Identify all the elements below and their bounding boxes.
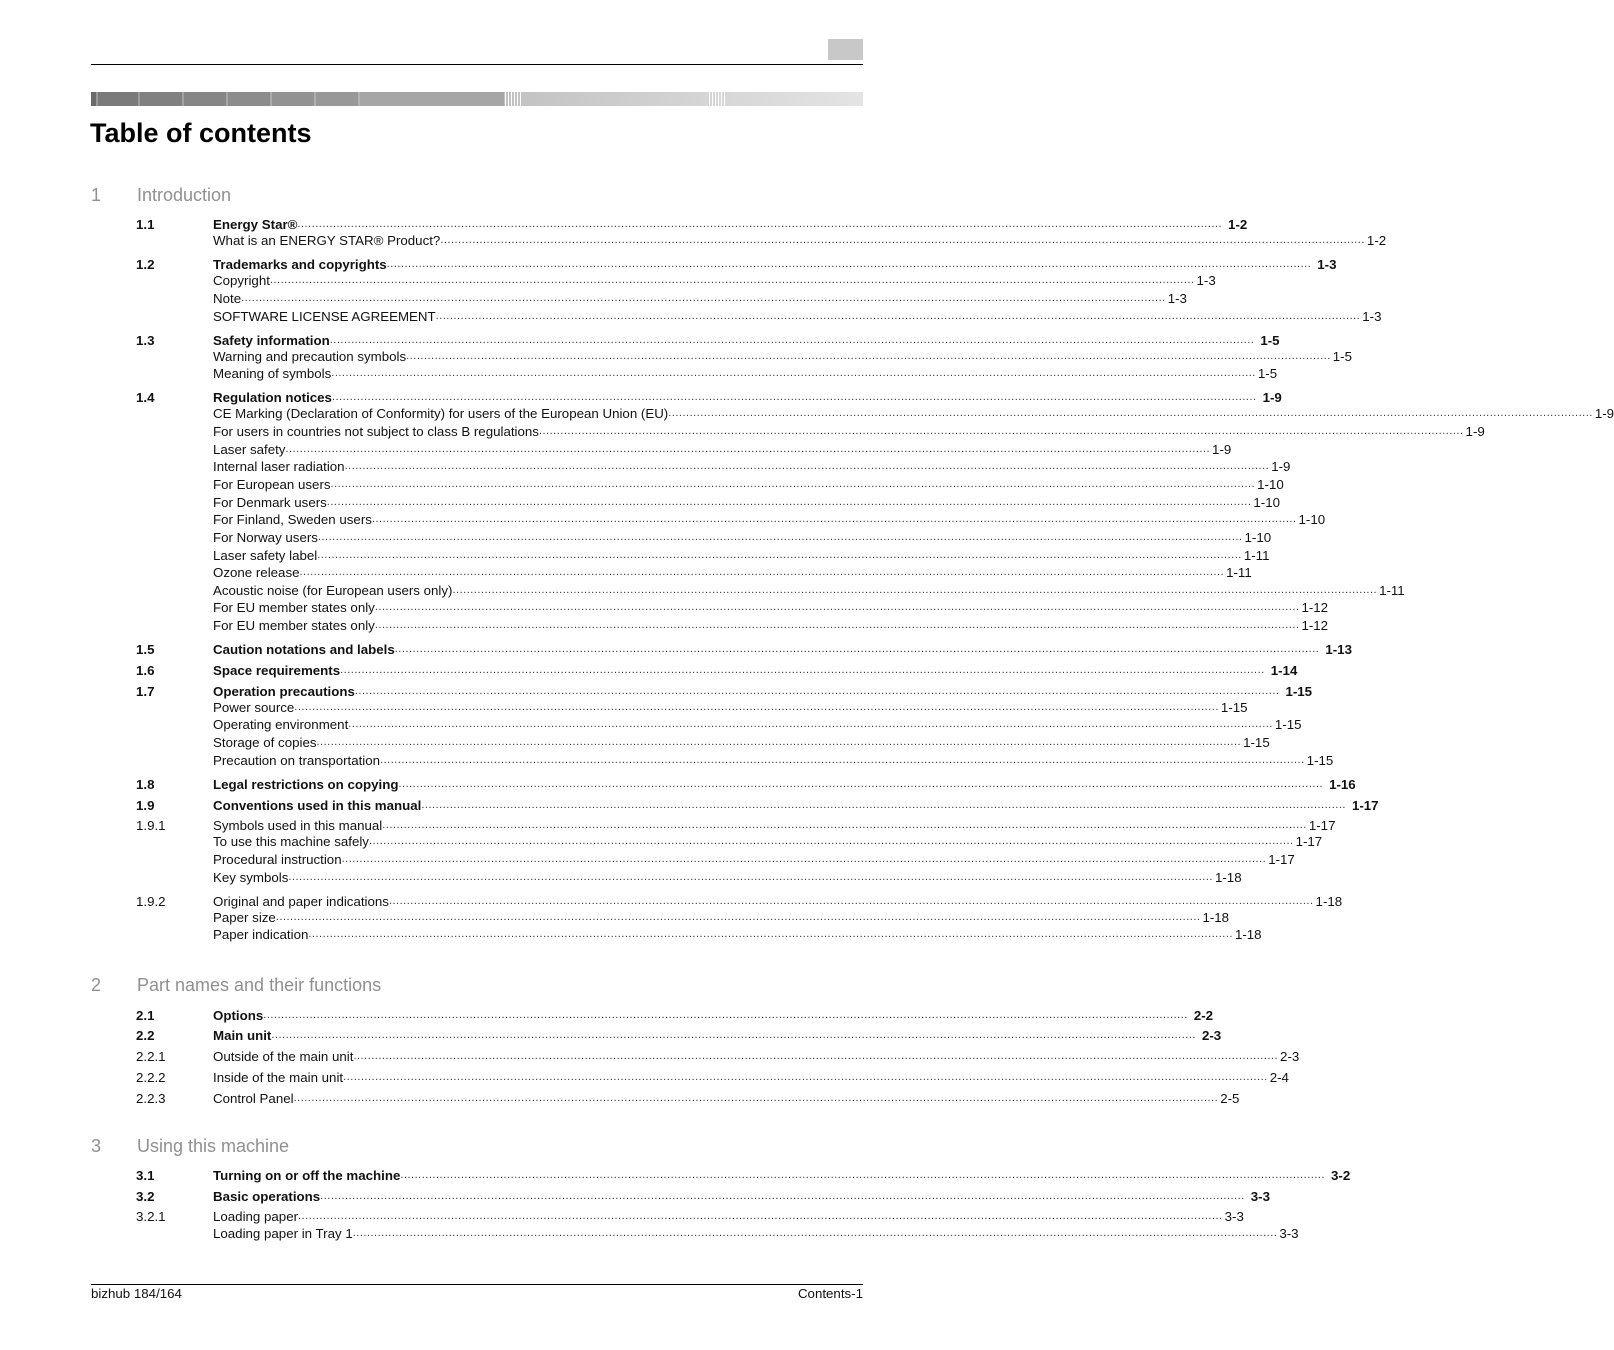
toc-dot-leader: ....................................................................................................................................................................................................................................................................: [440, 234, 1365, 246]
toc-entry-label: Storage of copies: [213, 735, 317, 750]
toc-entry-line: [213, 476, 1284, 493]
toc-entry-number: 3.1: [136, 1168, 155, 1183]
toc-entry-line: [213, 441, 1232, 458]
toc-entry-page: 1-5: [1257, 366, 1278, 381]
toc-entry-label: Turning on or off the machine: [213, 1168, 401, 1183]
toc-entry-page: 1-9: [1594, 406, 1614, 421]
toc-entry[interactable]: [136, 308, 1382, 325]
toc-entry[interactable]: [136, 1090, 1240, 1107]
toc-entry-line: [213, 547, 1270, 564]
toc-entry-label: Space requirements: [213, 663, 341, 678]
toc-entry-line: [213, 1225, 1299, 1242]
toc-dot-leader: ....................................................................................................................................................................................................................................................................: [382, 819, 1307, 831]
toc-entry-label: Ozone release: [213, 565, 300, 580]
toc-entry-label: For EU member states only: [213, 618, 375, 633]
toc-entry-page: 1-11: [1379, 583, 1405, 598]
toc-entry-page: 1-15: [1285, 684, 1313, 699]
toc-entry-line: [213, 1090, 1240, 1107]
toc-entry-line: [213, 332, 1280, 349]
toc-dot-leader: ....................................................................................................................................................................................................................................................................: [308, 928, 1233, 940]
toc-entry-page: 1-10: [1253, 495, 1281, 510]
toc-entry-page: 1-18: [1234, 927, 1262, 942]
toc-entry-number: 1.1: [136, 217, 155, 232]
chapter-title: Introduction: [137, 185, 232, 205]
toc-entry-label: Paper indication: [213, 927, 309, 942]
toc-entry-label: Note: [213, 291, 242, 306]
toc-entry[interactable]: [136, 272, 1216, 289]
header-tab: [828, 39, 863, 60]
toc-dot-leader: ....................................................................................................................................................................................................................................................................: [348, 718, 1273, 730]
toc-entry-number: 1.3: [136, 333, 155, 348]
toc-dot-leader: ....................................................................................................................................................................................................................................................................: [380, 754, 1305, 766]
toc-dot-leader: ....................................................................................................................................................................................................................................................................: [275, 911, 1201, 923]
toc-dot-leader: ....................................................................................................................................................................................................................................................................: [386, 258, 1312, 270]
toc-dot-leader: ....................................................................................................................................................................................................................................................................: [331, 391, 1257, 403]
toc-dot-leader: ....................................................................................................................................................................................................................................................................: [538, 425, 1464, 437]
toc-dot-leader: ....................................................................................................................................................................................................................................................................: [317, 549, 1242, 561]
toc-entry-line: [213, 256, 1337, 273]
toc-dot-leader: ....................................................................................................................................................................................................................................................................: [263, 1009, 1188, 1021]
toc-entry-number: 1.5: [136, 642, 155, 657]
toc-entry-label: Power source: [213, 700, 295, 715]
toc-entry-line: [213, 529, 1272, 546]
toc-entry[interactable]: [136, 1208, 1244, 1225]
toc-entry-line: [213, 1007, 1214, 1024]
toc-entry-label: Meaning of symbols: [213, 366, 332, 381]
toc-entry-page: 1-9: [1212, 442, 1232, 457]
toc-entry-line: [213, 405, 1614, 422]
toc-entry-line: [213, 1048, 1300, 1065]
toc-dot-leader: ....................................................................................................................................................................................................................................................................: [330, 478, 1256, 490]
toc-entry-page: 2-3: [1280, 1049, 1300, 1064]
toc-entry-line: [213, 1027, 1222, 1044]
toc-entry-line: [213, 564, 1252, 581]
toc-entry-line: [213, 699, 1248, 716]
toc-entry-page: 3-2: [1331, 1168, 1351, 1183]
toc-entry-label: Options: [213, 1008, 264, 1023]
toc-dot-leader: ....................................................................................................................................................................................................................................................................: [341, 853, 1267, 865]
toc-dot-leader: ....................................................................................................................................................................................................................................................................: [668, 407, 1593, 419]
toc-entry-number: 1.2: [136, 257, 155, 272]
toc-entry-label: Paper size: [213, 910, 276, 925]
toc-dot-leader: ....................................................................................................................................................................................................................................................................: [368, 835, 1294, 847]
toc-entry[interactable]: [136, 564, 1252, 581]
toc-entry-line: [213, 1188, 1270, 1205]
toc-entry[interactable]: [136, 582, 1405, 599]
toc-entry-line: [213, 797, 1379, 814]
toc-entry-page: 1-16: [1329, 777, 1356, 792]
page-title: Table of contents: [90, 118, 312, 148]
toc-entry-label: Safety information: [213, 333, 330, 348]
toc-dot-leader: ....................................................................................................................................................................................................................................................................: [326, 496, 1252, 508]
toc-dot-leader: ....................................................................................................................................................................................................................................................................: [293, 1092, 1219, 1104]
toc-entry-line: [213, 1208, 1244, 1225]
toc-entry-number: 1.8: [136, 777, 155, 792]
footer-model: bizhub 184/164: [91, 1286, 182, 1301]
toc-entry-label: What is an ENERGY STAR® Product?: [213, 233, 441, 248]
toc-entry-page: 1-10: [1298, 512, 1326, 527]
toc-entry-page: 1-11: [1243, 548, 1270, 563]
toc-entry-page: 3-3: [1224, 1209, 1244, 1224]
toc-dot-leader: ....................................................................................................................................................................................................................................................................: [374, 601, 1300, 613]
toc-entry-number: 3.2.1: [136, 1209, 166, 1224]
toc-entry-page: 1-9: [1271, 459, 1291, 474]
toc-entry-line: [213, 389, 1282, 406]
toc-entry-line: [213, 734, 1270, 751]
toc-entry-label: Procedural instruction: [213, 852, 342, 867]
toc-entry-line: [213, 752, 1334, 769]
toc-entry-page: 1-17: [1268, 852, 1295, 867]
toc-entry-page: 1-17: [1308, 818, 1336, 833]
toc-entry-label: CE Marking (Declaration of Conformity) for users of the European Union (EU): [213, 406, 669, 421]
toc-dot-leader: ....................................................................................................................................................................................................................................................................: [388, 895, 1314, 907]
toc-entry-page: 1-15: [1274, 717, 1302, 732]
toc-entry-page: 2-5: [1220, 1091, 1240, 1106]
footer-page-number: Contents-1: [797, 1286, 863, 1301]
toc-entry-line: [213, 869, 1242, 886]
toc-entry-line: [213, 232, 1387, 249]
toc-entry-label: Caution notations and labels: [213, 642, 395, 657]
toc-dot-leader: ....................................................................................................................................................................................................................................................................: [398, 778, 1324, 790]
toc-entry-line: [213, 348, 1352, 365]
toc-entry[interactable]: [136, 389, 1282, 406]
toc-entry-label: Original and paper indications: [213, 894, 389, 909]
decorative-banner: [91, 92, 863, 106]
toc-entry-line: [213, 290, 1187, 307]
toc-entry-page: 1-10: [1244, 530, 1272, 545]
toc-entry-line: [213, 641, 1352, 658]
toc-entry-line: [213, 1069, 1289, 1086]
toc-entry[interactable]: [136, 348, 1352, 365]
toc-entry-line: [213, 893, 1343, 910]
toc-entry[interactable]: [136, 458, 1291, 475]
chapter-number: 2: [91, 975, 102, 995]
toc-entry-line: [213, 716, 1302, 733]
toc-entry-line: [213, 617, 1329, 634]
toc-entry-number: 2.1: [136, 1008, 155, 1023]
toc-entry-label: Inside of the main unit: [213, 1070, 344, 1085]
toc-entry[interactable]: [136, 926, 1262, 943]
toc-entry-page: 1-17: [1351, 798, 1379, 813]
toc-entry-line: [213, 851, 1295, 868]
toc-entry-label: To use this machine safely: [213, 834, 369, 849]
toc-entry-label: For Finland, Sweden users: [213, 512, 372, 527]
toc-entry-label: Loading paper in Tray 1: [213, 1226, 353, 1241]
toc-entry-label: Control Panel: [213, 1091, 294, 1106]
toc-entry-line: [213, 458, 1291, 475]
toc-entry-page: 1-13: [1325, 642, 1352, 657]
toc-entry-page: 1-12: [1301, 618, 1329, 633]
toc-entry-page: 1-3: [1362, 309, 1382, 324]
toc-entry-line: [213, 599, 1329, 616]
toc-entry-label: Operation precautions: [213, 684, 355, 699]
toc-entry-line: [213, 926, 1262, 943]
toc-entry-line: [213, 909, 1230, 926]
chapter-number: 1: [91, 185, 102, 205]
toc-entry[interactable]: [136, 716, 1302, 733]
toc-entry[interactable]: [136, 216, 1248, 233]
toc-entry-page: 2-3: [1201, 1028, 1222, 1043]
header-rule: [91, 64, 863, 65]
toc-entry-page: 1-5: [1260, 333, 1280, 348]
toc-entry[interactable]: [136, 817, 1336, 834]
toc-dot-leader: ....................................................................................................................................................................................................................................................................: [320, 1190, 1245, 1202]
toc-entry-page: 1-15: [1220, 700, 1248, 715]
toc-dot-leader: ....................................................................................................................................................................................................................................................................: [297, 218, 1223, 230]
toc-entry-label: Main unit: [213, 1028, 272, 1043]
toc-entry[interactable]: [136, 511, 1326, 528]
toc-entry-label: For Denmark users: [213, 495, 327, 510]
toc-entry-line: [213, 1167, 1351, 1184]
toc-entry-label: Laser safety: [213, 442, 286, 457]
toc-dot-leader: ....................................................................................................................................................................................................................................................................: [340, 664, 1265, 676]
toc-entry-label: Legal restrictions on copying: [213, 777, 399, 792]
toc-entry-line: [213, 308, 1382, 325]
toc-dot-leader: ....................................................................................................................................................................................................................................................................: [435, 310, 1361, 322]
toc-entry-label: Loading paper: [213, 1209, 299, 1224]
toc-entry-number: 1.9: [136, 798, 155, 813]
toc-entry-line: [213, 365, 1278, 382]
toc-entry-page: 2-2: [1193, 1008, 1214, 1023]
toc-entry[interactable]: [136, 365, 1278, 382]
toc-entry-page: 1-3: [1196, 273, 1216, 288]
toc-entry[interactable]: [136, 617, 1329, 634]
toc-entry[interactable]: [136, 869, 1242, 886]
toc-entry-line: [213, 776, 1356, 793]
toc-entry-line: [213, 423, 1485, 440]
toc-entry-label: For EU member states only: [213, 600, 375, 615]
toc-dot-leader: ....................................................................................................................................................................................................................................................................: [406, 350, 1331, 362]
toc-entry-label: For users in countries not subject to class B regulations: [213, 424, 539, 439]
toc-entry[interactable]: [136, 752, 1334, 769]
toc-entry-line: [213, 833, 1323, 850]
footer-rule: [91, 1284, 863, 1285]
toc-entry-line: [213, 216, 1248, 233]
toc-entry-label: Laser safety label: [213, 548, 318, 563]
toc-entry[interactable]: [136, 1069, 1289, 1086]
toc-entry-page: 1-18: [1214, 870, 1242, 885]
toc-entry[interactable]: [136, 1027, 1222, 1044]
toc-dot-leader: ....................................................................................................................................................................................................................................................................: [344, 460, 1270, 472]
toc-entry-page: 1-2: [1228, 217, 1248, 232]
toc-entry[interactable]: [136, 893, 1343, 910]
toc-entry-label: Precaution on transportation: [213, 753, 381, 768]
toc-entry-number: 2.2.3: [136, 1091, 166, 1106]
chapter-title: Using this machine: [137, 1136, 290, 1156]
toc-entry-page: 3-3: [1279, 1226, 1299, 1241]
toc-entry[interactable]: [136, 1225, 1299, 1242]
toc-entry[interactable]: [136, 1048, 1300, 1065]
toc-entry[interactable]: [136, 833, 1323, 850]
toc-entry[interactable]: [136, 290, 1187, 307]
toc-entry-label: Internal laser radiation: [213, 459, 345, 474]
toc-entry-label: Energy Star®: [213, 217, 298, 232]
toc-entry-number: 2.2.2: [136, 1070, 166, 1085]
toc-entry-line: [213, 817, 1336, 834]
toc-entry[interactable]: [136, 494, 1281, 511]
toc-entry-label: Trademarks and copyrights: [213, 257, 387, 272]
toc-entry[interactable]: [136, 547, 1270, 564]
toc-entry[interactable]: [136, 683, 1313, 700]
toc-dot-leader: ....................................................................................................................................................................................................................................................................: [343, 1071, 1268, 1083]
toc-entry-number: 3.2: [136, 1189, 155, 1204]
toc-entry[interactable]: [136, 476, 1284, 493]
toc-dot-leader: ....................................................................................................................................................................................................................................................................: [331, 367, 1256, 379]
toc-entry-line: [213, 272, 1216, 289]
toc-entry-number: 1.6: [136, 663, 155, 678]
toc-entry[interactable]: [136, 662, 1298, 679]
toc-entry-number: 1.9.2: [136, 894, 166, 909]
toc-entry-line: [213, 683, 1313, 700]
toc-entry[interactable]: [136, 909, 1230, 926]
toc-entry[interactable]: [136, 641, 1352, 658]
toc-entry-page: 1-18: [1202, 910, 1230, 925]
toc-entry-page: 1-14: [1270, 663, 1298, 678]
toc-entry[interactable]: [136, 776, 1356, 793]
toc-entry-page: 3-3: [1250, 1189, 1270, 1204]
toc-entry-page: 1-12: [1301, 600, 1329, 615]
toc-dot-leader: ....................................................................................................................................................................................................................................................................: [288, 871, 1213, 883]
toc-dot-leader: ....................................................................................................................................................................................................................................................................: [353, 1050, 1279, 1062]
toc-entry-label: Acoustic noise (for European users only): [213, 583, 453, 598]
toc-dot-leader: ....................................................................................................................................................................................................................................................................: [354, 685, 1280, 697]
toc-dot-leader: ....................................................................................................................................................................................................................................................................: [317, 531, 1243, 543]
toc-entry-label: Regulation notices: [213, 390, 332, 405]
toc-dot-leader: ....................................................................................................................................................................................................................................................................: [241, 292, 1166, 304]
toc-dot-leader: ....................................................................................................................................................................................................................................................................: [298, 1210, 1223, 1222]
toc-entry-line: [213, 662, 1298, 679]
toc-entry-number: 1.7: [136, 684, 155, 699]
toc-dot-leader: ....................................................................................................................................................................................................................................................................: [271, 1029, 1196, 1041]
toc-entry-number: 1.4: [136, 390, 155, 405]
toc-entry-page: 1-15: [1243, 735, 1270, 750]
toc-dot-leader: ....................................................................................................................................................................................................................................................................: [374, 619, 1300, 631]
toc-entry[interactable]: [136, 232, 1387, 249]
toc-dot-leader: ....................................................................................................................................................................................................................................................................: [400, 1169, 1325, 1181]
toc-entry-label: For Norway users: [213, 530, 318, 545]
chapter-number: 3: [91, 1136, 102, 1156]
toc-dot-leader: ....................................................................................................................................................................................................................................................................: [299, 566, 1225, 578]
toc-entry[interactable]: [136, 699, 1248, 716]
toc-entry-page: 1-9: [1465, 424, 1485, 439]
toc-entry[interactable]: [136, 332, 1280, 349]
toc-entry-page: 1-9: [1262, 390, 1282, 405]
toc-entry-label: Conventions used in this manual: [213, 798, 422, 813]
toc-entry[interactable]: [136, 1188, 1270, 1205]
toc-entry-page: 1-3: [1167, 291, 1187, 306]
toc-entry[interactable]: [136, 1007, 1214, 1024]
toc-entry-page: 1-2: [1366, 233, 1387, 248]
toc-dot-leader: ....................................................................................................................................................................................................................................................................: [269, 274, 1195, 286]
chapter-title: Part names and their functions: [137, 975, 382, 995]
toc-entry-label: Key symbols: [213, 870, 289, 885]
toc-entry-label: For European users: [213, 477, 331, 492]
toc-entry-number: 2.2: [136, 1028, 155, 1043]
toc-entry[interactable]: [136, 734, 1270, 751]
toc-dot-leader: ....................................................................................................................................................................................................................................................................: [421, 799, 1346, 811]
toc-entry-page: 1-5: [1332, 349, 1352, 364]
toc-dot-leader: ....................................................................................................................................................................................................................................................................: [294, 701, 1219, 713]
toc-dot-leader: ....................................................................................................................................................................................................................................................................: [394, 643, 1320, 655]
toc-dot-leader: ....................................................................................................................................................................................................................................................................: [329, 334, 1255, 346]
toc-entry-label: Symbols used in this manual: [213, 818, 383, 833]
toc-entry-label: Copyright: [213, 273, 270, 288]
toc-dot-leader: ....................................................................................................................................................................................................................................................................: [371, 513, 1297, 525]
toc-entry-number: 1.9.1: [136, 818, 166, 833]
toc-entry-line: [213, 494, 1281, 511]
toc-entry-label: Basic operations: [213, 1189, 321, 1204]
toc-entry-label: Outside of the main unit: [213, 1049, 354, 1064]
toc-entry[interactable]: [136, 851, 1295, 868]
toc-entry-number: 2.2.1: [136, 1049, 166, 1064]
toc-entry[interactable]: [136, 256, 1337, 273]
toc-entry-page: 2-4: [1269, 1070, 1289, 1085]
toc-entry-page: 1-17: [1295, 834, 1323, 849]
toc-entry-line: [213, 511, 1326, 528]
toc-entry[interactable]: [136, 529, 1272, 546]
toc-entry-page: 1-15: [1306, 753, 1334, 768]
toc-entry[interactable]: [136, 441, 1232, 458]
toc-entry-line: [213, 582, 1405, 599]
toc-entry-label: Warning and precaution symbols: [213, 349, 407, 364]
toc-dot-leader: ....................................................................................................................................................................................................................................................................: [316, 736, 1242, 748]
toc-entry[interactable]: [136, 599, 1329, 616]
toc-entry-page: 1-11: [1226, 565, 1252, 580]
toc-entry[interactable]: [136, 405, 1614, 422]
toc-dot-leader: ....................................................................................................................................................................................................................................................................: [285, 443, 1211, 455]
toc-entry[interactable]: [136, 797, 1379, 814]
toc-entry-label: Operating environment: [213, 717, 349, 732]
toc-dot-leader: ....................................................................................................................................................................................................................................................................: [452, 584, 1378, 596]
toc-entry[interactable]: [136, 423, 1485, 440]
toc-entry-page: 1-3: [1317, 257, 1337, 272]
toc-dot-leader: ....................................................................................................................................................................................................................................................................: [352, 1227, 1278, 1239]
toc-entry-page: 1-10: [1257, 477, 1284, 492]
toc-entry-page: 1-18: [1315, 894, 1343, 909]
toc-entry-label: SOFTWARE LICENSE AGREEMENT: [213, 309, 436, 324]
toc-entry[interactable]: [136, 1167, 1351, 1184]
